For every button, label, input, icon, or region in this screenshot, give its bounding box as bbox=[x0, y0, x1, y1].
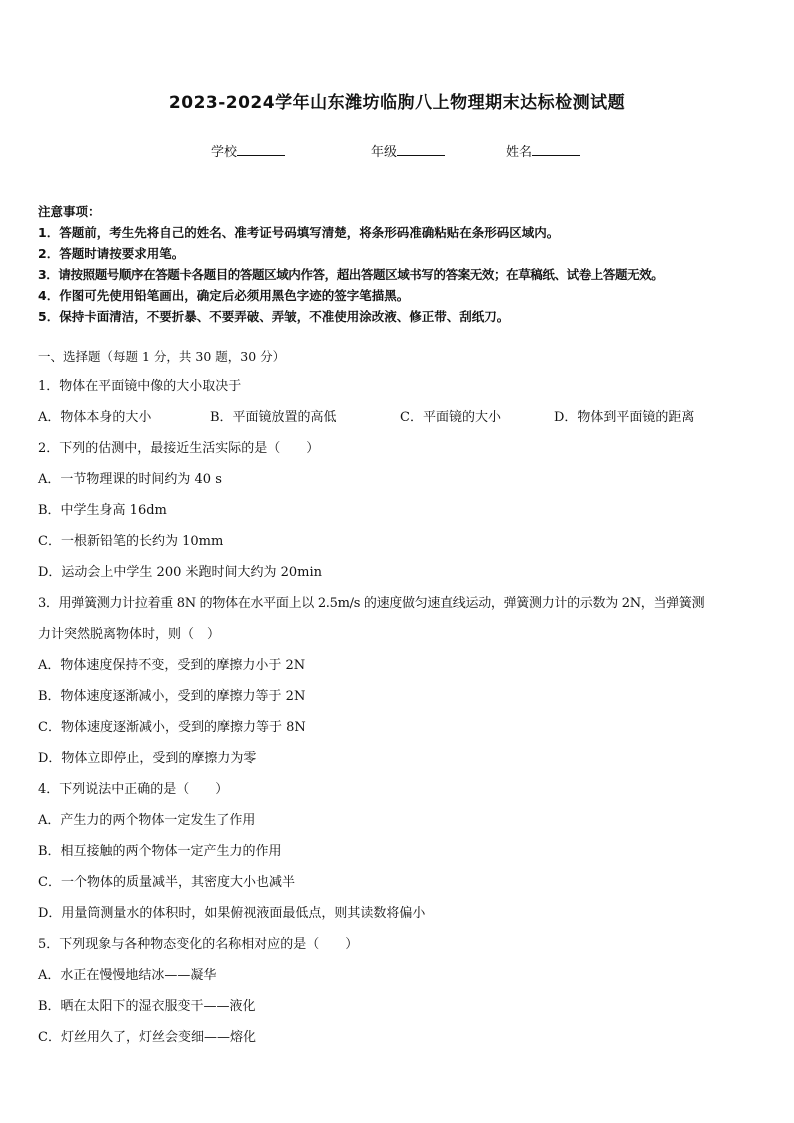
option-a[interactable]: A．一节物理课的时间约为 40 s bbox=[38, 472, 222, 487]
questions-area bbox=[38, 346, 768, 1053]
school-field[interactable] bbox=[211, 141, 285, 160]
option-a[interactable]: A．水正在慢慢地结冰——凝华 bbox=[38, 968, 217, 983]
question-stem: 1．物体在平面镜中像的大小取决于 bbox=[38, 379, 242, 394]
option-c[interactable]: C．灯丝用久了，灯丝会变细——熔化 bbox=[38, 1030, 256, 1045]
student-info-fields bbox=[0, 141, 794, 161]
question-stem: 3．用弹簧测力计拉着重 8N 的物体在水平面上以 2.5m/s 的速度做匀速直线运动，弹簧测力计的示数为 2N，当弹簧测 bbox=[38, 596, 705, 611]
question-stem: 5．下列现象与各种物态变化的名称相对应的是（ ） bbox=[38, 937, 359, 952]
notice-item: 1．答题前，考生先将自己的姓名、准考证号码填写清楚，将条形码准确粘贴在条形码区域内。 bbox=[38, 225, 560, 240]
option-b[interactable]: B．平面镜放置的高低 bbox=[210, 410, 337, 425]
grade-field[interactable] bbox=[371, 141, 445, 160]
name-label: 姓名 bbox=[506, 145, 533, 160]
name-field[interactable] bbox=[506, 141, 580, 160]
question-stem: 2．下列的估测中，最接近生活实际的是（ ） bbox=[38, 441, 320, 456]
page-title: 2023-2024学年山东潍坊临朐八上物理期末达标检测试题 bbox=[168, 93, 626, 113]
option-a[interactable]: A．物体速度保持不变，受到的摩擦力小于 2N bbox=[38, 658, 306, 673]
option-a[interactable]: A．物体本身的大小 bbox=[38, 410, 152, 425]
option-d[interactable]: D．物体到平面镜的距离 bbox=[554, 410, 695, 425]
option-d[interactable]: D．物体立即停止，受到的摩擦力为零 bbox=[38, 751, 257, 766]
option-b[interactable]: B．相互接触的两个物体一定产生力的作用 bbox=[38, 844, 282, 859]
grade-label: 年级 bbox=[371, 145, 398, 160]
notice-item: 2．答题时请按要求用笔。 bbox=[38, 246, 185, 261]
name-blank[interactable] bbox=[532, 142, 580, 156]
notice-item: 5．保持卡面清洁，不要折暴、不要弄破、弄皱，不准使用涂改液、修正带、刮纸刀。 bbox=[38, 309, 510, 324]
question-stem-continued: 力计突然脱离物体时，则（ ） bbox=[38, 627, 221, 642]
option-b[interactable]: B．中学生身高 16dm bbox=[38, 503, 167, 518]
option-c[interactable]: C．物体速度逐渐减小，受到的摩擦力等于 8N bbox=[38, 720, 306, 735]
option-b[interactable]: B．物体速度逐渐减小，受到的摩擦力等于 2N bbox=[38, 689, 306, 704]
notice-block bbox=[38, 201, 768, 327]
question-options-row bbox=[38, 402, 768, 433]
notice-heading: 注意事项： bbox=[38, 204, 101, 219]
notice-item: 4．作图可先使用铅笔画出，确定后必须用黑色字迹的签字笔描黑。 bbox=[38, 288, 410, 303]
section-heading: 一、选择题（每题 1 分，共 30 题，30 分） bbox=[38, 349, 286, 364]
grade-blank[interactable] bbox=[397, 142, 445, 156]
question-stem: 4．下列说法中正确的是（ ） bbox=[38, 782, 229, 797]
option-d[interactable]: D．用量筒测量水的体积时，如果俯视液面最低点，则其读数将偏小 bbox=[38, 906, 426, 921]
option-a[interactable]: A．产生力的两个物体一定发生了作用 bbox=[38, 813, 256, 828]
option-b[interactable]: B．晒在太阳下的湿衣服变干——液化 bbox=[38, 999, 256, 1014]
option-c[interactable]: C．一个物体的质量减半，其密度大小也减半 bbox=[38, 875, 295, 890]
school-label: 学校 bbox=[211, 145, 238, 160]
option-c[interactable]: C．一根新铅笔的长约为 10mm bbox=[38, 534, 224, 549]
school-blank[interactable] bbox=[237, 142, 285, 156]
option-c[interactable]: C．平面镜的大小 bbox=[400, 410, 501, 425]
notice-item: 3．请按照题号顺序在答题卡各题目的答题区域内作答，超出答题区域书写的答案无效；在草稿纸、试卷上答题无效。 bbox=[38, 267, 664, 282]
option-d[interactable]: D．运动会上中学生 200 米跑时间大约为 20min bbox=[38, 565, 323, 580]
